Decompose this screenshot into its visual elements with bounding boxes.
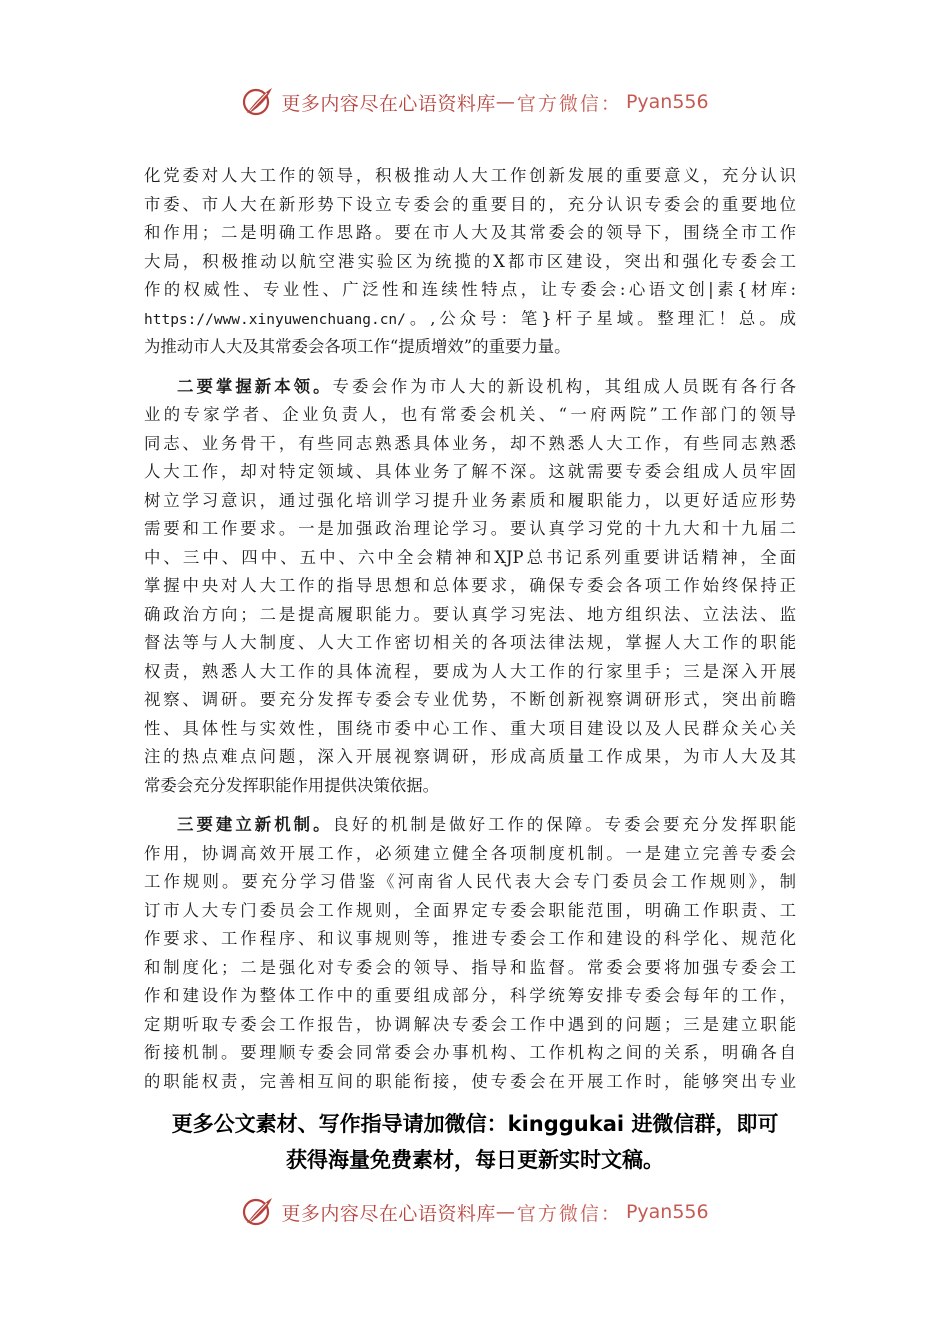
header-watermark-banner <box>0 80 950 124</box>
text-line: 同志、业务骨干，有些同志熟悉具体业务，却不熟悉人大工作，有些同志熟悉 <box>144 433 796 453</box>
paragraph-1 <box>144 162 796 362</box>
promo-notice <box>0 1106 950 1178</box>
text-line: 市委、市人大在新形势下设立专委会的重要目的，充分认识专委会的重要地位 <box>144 194 796 214</box>
text-line: 大局，积极推动以航空港实验区为统揽的X都市区建设，突出和强化专委会工 <box>144 251 796 271</box>
url-tail-text: 。,公众号：笔}杆子星域。整理汇！总。成 <box>405 308 796 328</box>
banner-text: 更多内容尽在心语资料库 <box>281 1202 496 1225</box>
banner-separator: — <box>495 91 515 113</box>
text-line: 掌握中央对人大工作的指导思想和总体要求，确保专委会各项工作始终保持正 <box>144 576 796 595</box>
text-line: 作要求、工作程序、和议事规则等，推进专委会工作和建设的科学化、规范化 <box>144 929 796 948</box>
text-line: 树立学习意识，通过强化培训学习提升业务素质和履职能力，以更好适应形势 <box>144 490 796 510</box>
text-line: 作和建设作为整体工作中的重要组成部分，科学统筹安排专委会每年的工作， <box>144 986 796 1005</box>
banner-text: 更多内容尽在心语资料库 <box>281 92 496 115</box>
promo-line-1: 更多公文素材、写作指导请加微信：kinggukai 进微信群，即可 <box>171 1112 779 1136</box>
text-line: 衔接机制。要理顺专委会同常委会办事机构、工作机构之间的关系，明确各自 <box>144 1043 796 1062</box>
promo-line-2: 获得海量免费素材，每日更新实时文稿。 <box>286 1148 664 1172</box>
feather-pen-logo-icon <box>241 85 275 119</box>
text-line: 权责，熟悉人大工作的具体流程，要成为人大工作的行家里手；三是深入开展 <box>144 661 796 681</box>
feather-pen-logo-icon <box>241 1195 275 1229</box>
paragraph-first-line <box>144 811 796 840</box>
banner-wechat-label: 官方微信： <box>516 1202 622 1225</box>
text-line: 定期听取专委会工作报告，协调解决专委会工作中遇到的问题；三是建立职能 <box>144 1014 796 1034</box>
banner-wechat-id: Pyan556 <box>625 1201 709 1223</box>
text-line: 中、三中、四中、五中、六中全会精神和XJP总书记系列重要讲话精神，全面 <box>144 547 796 567</box>
text-line: 业的专家学者、企业负责人，也有常委会机关、“一府两院”工作部门的领导 <box>144 405 796 424</box>
source-url: https://www.xinyuwenchuang.cn/ <box>144 311 406 328</box>
text-line-with-url <box>144 305 796 334</box>
text-line: 的职能权责，完善相互间的职能衔接，使专委会在开展工作时，能够突出专业 <box>144 1071 796 1091</box>
text-line: 作用，协调高效开展工作，必须建立健全各项制度机制。一是建立完善专委会 <box>144 843 796 863</box>
banner-wechat-id: Pyan556 <box>625 91 709 113</box>
text-line: 订市人大专门委员会工作规则，全面界定专委会职能范围，明确工作职责、工 <box>144 900 796 920</box>
text-line: 注的热点难点问题，深入开展视察调研，形成高质量工作成果，为市人大及其 <box>144 747 796 766</box>
text-line: 和制度化；二是强化对专委会的领导、指导和监督。常委会要将加强专委会工 <box>144 957 796 977</box>
text-line: 作的权威性、专业性、广泛性和连续性特点，让专委会:心语文创|素{材库: <box>144 280 796 299</box>
text-line: 为推动市人大及其常委会各项工作“提质增效”的重要力量。 <box>144 337 571 356</box>
section-lead-heading: 三要建立新机制。 <box>177 815 333 834</box>
footer-watermark-banner <box>0 1190 950 1234</box>
text-line: 常委会充分发挥职能作用提供决策依据。 <box>144 775 440 795</box>
text-line: 督法等与人大制度、人大工作密切相关的各项法律法规，掌握人大工作的职能 <box>144 633 796 652</box>
banner-wechat-label: 官方微信： <box>516 92 622 115</box>
section-lead-heading: 二要掌握新本领。 <box>177 376 333 396</box>
text-line: 和作用；二是明确工作思路。要在市人大及其常委会的领导下，围绕全市工作 <box>144 223 796 242</box>
text-line: 工作规则。要充分学习借鉴《河南省人民代表大会专门委员会工作规则》，制 <box>144 872 796 891</box>
text-line: 化党委对人大工作的领导，积极推动人大工作创新发展的重要意义，充分认识 <box>144 166 796 185</box>
paragraph-2 <box>144 373 796 801</box>
text-line: 视察、调研。要充分发挥专委会专业优势，不断创新视察调研形式，突出前瞻 <box>144 690 796 709</box>
text-line: 性、具体性与实效性，围绕市委中心工作、重大项目建设以及人民群众关心关 <box>144 718 796 738</box>
text-line: 需要和工作要求。一是加强政治理论学习。要认真学习党的十九大和十九届二 <box>144 519 796 538</box>
text-line: 人大工作，却对特定领域、具体业务了解不深。这就需要专委会组成人员牢固 <box>144 462 796 481</box>
text-line: 确政治方向；二是提高履职能力。要认真学习宪法、地方组织法、立法法、监 <box>144 604 796 624</box>
banner-separator: — <box>495 1201 515 1223</box>
first-line-rest: 专委会作为市人大的新设机构，其组成人员既有各行各 <box>332 376 796 396</box>
first-line-rest: 良好的机制是做好工作的保障。专委会要充分发挥职能 <box>332 815 796 834</box>
paragraph-first-line <box>144 373 796 402</box>
paragraph-3 <box>144 811 796 1096</box>
document-body <box>144 162 796 1096</box>
